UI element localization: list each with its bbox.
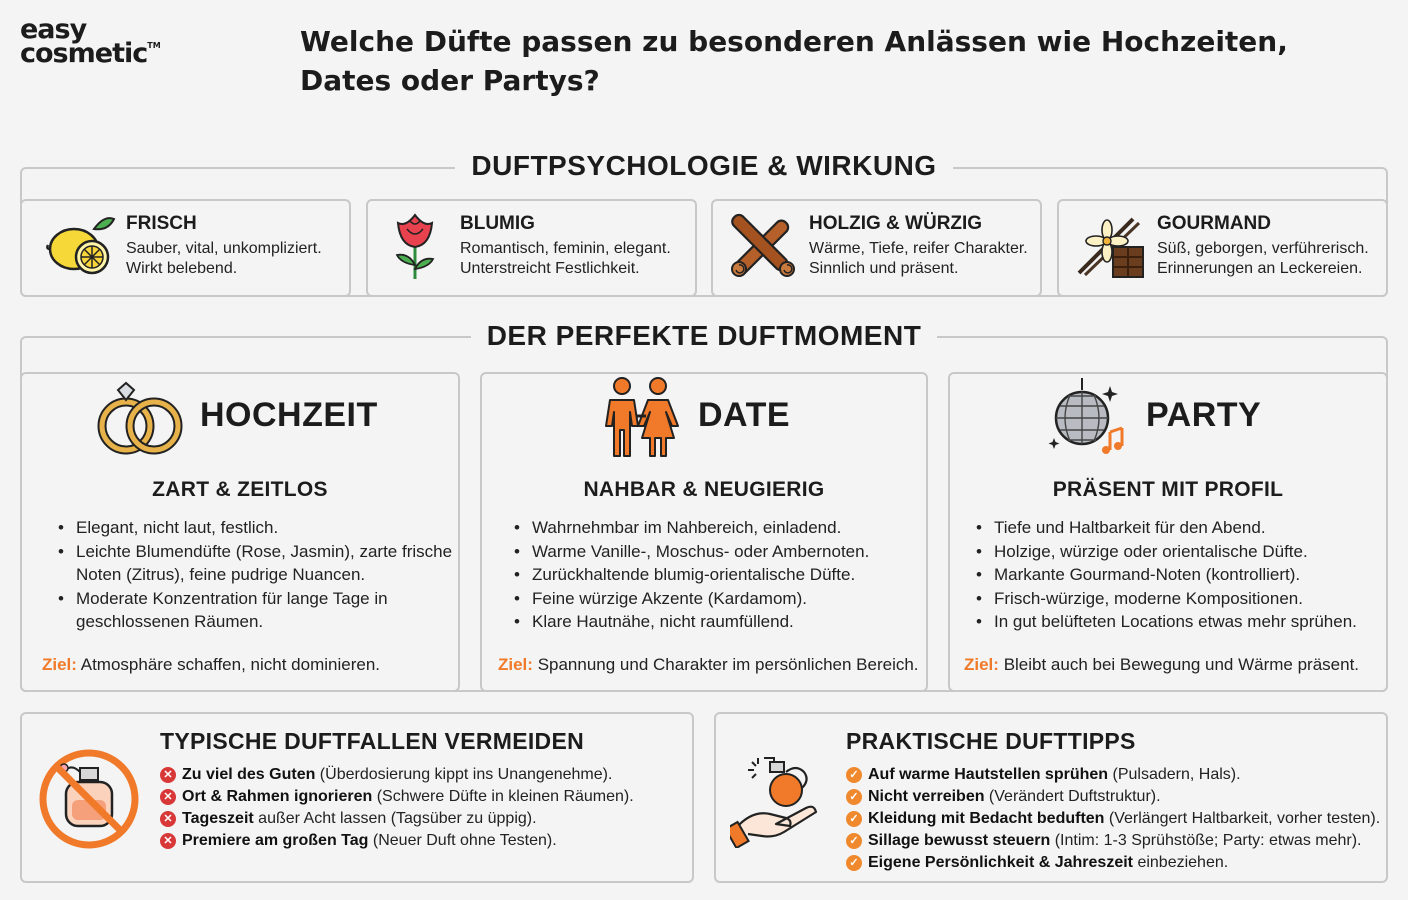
bullet-item: • Leichte Blumendüfte (Rose, Jasmin), zarte frische Noten (Zitrus), feine pudrige Nuancen.	[56, 540, 456, 587]
check-icon: ✓	[846, 833, 862, 849]
traps-title: TYPISCHE DUFTFALLEN VERMEIDEN	[160, 728, 585, 754]
scent-card-holzig	[711, 199, 1042, 297]
card-description: Süß, geborgen, verführerisch.	[1157, 240, 1369, 257]
check-icon: ✓	[846, 811, 862, 827]
moment-heading: DER PERFEKTE DUFTMOMENT	[0, 320, 1408, 352]
occasion-title: HOCHZEIT	[200, 396, 378, 434]
tips-panel	[714, 712, 1388, 883]
card-description: Wirkt belebend.	[126, 260, 238, 277]
cinnamon-icon	[729, 211, 797, 279]
tip-item: ✓ Auf warme Hautstellen sprühen (Pulsadern, Hals).	[846, 764, 1380, 786]
card-description: Erinnerungen an Leckereien.	[1157, 260, 1363, 277]
lemon-icon	[46, 211, 116, 277]
occasion-card-party	[948, 372, 1388, 692]
rings-icon	[94, 380, 186, 456]
occasion-subtitle: ZART & ZEITLOS	[152, 478, 328, 501]
traps-list	[160, 764, 634, 852]
card-title: FRISCH	[126, 213, 197, 234]
bullet-item: • In gut belüfteten Locations etwas mehr sprühen.	[974, 610, 1384, 634]
bullet-item: • Elegant, nicht laut, festlich.	[56, 516, 456, 540]
vanilla-chocolate-icon	[1073, 209, 1149, 281]
couple-icon	[600, 376, 680, 460]
check-icon: ✓	[846, 767, 862, 783]
error-icon: ✕	[160, 789, 176, 805]
bullet-item: • Holzige, würzige oder orientalische Düfte.	[974, 540, 1384, 564]
bullet-item: • Wahrnehmbar im Nahbereich, einladend.	[512, 516, 922, 540]
occasion-goal: Ziel: Spannung und Charakter im persönlichen Bereich.	[498, 655, 919, 674]
check-icon: ✓	[846, 789, 862, 805]
occasion-card-date	[480, 372, 928, 692]
card-description: Romantisch, feminin, elegant.	[460, 240, 671, 257]
error-icon: ✕	[160, 811, 176, 827]
bullet-item: • Warme Vanille-, Moschus- oder Ambernoten.	[512, 540, 922, 564]
tip-item: ✓ Eigene Persönlichkeit & Jahreszeit einbeziehen.	[846, 852, 1380, 874]
bullet-item: • Feine würzige Akzente (Kardamom).	[512, 587, 922, 611]
logo-trademark: TM	[147, 41, 161, 51]
card-title: BLUMIG	[460, 213, 535, 234]
occasion-subtitle: PRÄSENT MIT PROFIL	[1052, 478, 1284, 501]
page-title: Welche Düfte passen zu besonderen Anlässen wie Hochzeiten, Dates oder Partys?	[300, 25, 1288, 97]
trap-item: ✕ Zu viel des Guten (Überdosierung kippt ins Unangenehme).	[160, 764, 634, 786]
card-description: Wärme, Tiefe, reifer Charakter.	[809, 240, 1028, 257]
bullet-item: • Markante Gourmand-Noten (kontrolliert).	[974, 563, 1384, 587]
logo-line-1: easy	[20, 14, 87, 45]
occasion-subtitle: NAHBAR & NEUGIERIG	[583, 478, 825, 501]
card-description: Unterstreicht Festlichkeit.	[460, 260, 640, 277]
card-description: Sinnlich und präsent.	[809, 260, 959, 277]
hand-spray-icon	[730, 752, 830, 848]
occasion-goal: Ziel: Bleibt auch bei Bewegung und Wärme präsent.	[964, 655, 1360, 674]
bullet-item: • Zurückhaltende blumig-orientalische Düfte.	[512, 563, 922, 587]
bullet-item: • Moderate Konzentration für lange Tage in geschlossenen Räumen.	[56, 587, 456, 634]
logo-line-2: cosmetic™	[20, 38, 161, 70]
trap-item: ✕ Ort & Rahmen ignorieren (Schwere Düfte in kleinen Räumen).	[160, 786, 634, 808]
tip-item: ✓ Sillage bewusst steuern (Intim: 1-3 Sprühstöße; Party: etwas mehr).	[846, 830, 1380, 852]
bullet-item: • Klare Hautnähe, nicht raumfüllend.	[512, 610, 922, 634]
scent-card-frisch	[20, 199, 351, 297]
occasion-bullets	[56, 516, 456, 634]
bullet-item: • Frisch-würzige, moderne Kompositionen.	[974, 587, 1384, 611]
scent-card-blumig	[366, 199, 697, 297]
tips-title: PRAKTISCHE DUFTTIPPS	[846, 728, 1136, 754]
traps-panel	[20, 712, 694, 883]
occasion-card-hochzeit	[20, 372, 460, 692]
bullet-item: • Tiefe und Haltbarkeit für den Abend.	[974, 516, 1384, 540]
disco-ball-icon	[1048, 376, 1130, 460]
scent-card-gourmand	[1057, 199, 1388, 297]
no-perfume-icon	[38, 748, 140, 850]
check-icon: ✓	[846, 855, 862, 871]
trap-item: ✕ Tageszeit außer Acht lassen (Tagsüber zu üppig).	[160, 808, 634, 830]
tips-list	[846, 764, 1380, 874]
occasion-bullets	[974, 516, 1384, 634]
occasion-goal: Ziel: Atmosphäre schaffen, nicht dominieren.	[42, 655, 380, 674]
card-title: HOLZIG & WÜRZIG	[809, 213, 983, 234]
error-icon: ✕	[160, 767, 176, 783]
tip-item: ✓ Kleidung mit Bedacht beduften (Verlängert Haltbarkeit, vorher testen).	[846, 808, 1380, 830]
card-title: GOURMAND	[1157, 213, 1271, 234]
psychology-heading: DUFTPSYCHOLOGIE & WIRKUNG	[0, 150, 1408, 182]
occasion-title: DATE	[698, 396, 791, 434]
tip-item: ✓ Nicht verreiben (Verändert Duftstruktur).	[846, 786, 1380, 808]
rose-icon	[390, 209, 440, 281]
occasion-bullets	[512, 516, 922, 634]
card-description: Sauber, vital, unkompliziert.	[126, 240, 322, 257]
brand-logo	[20, 14, 180, 70]
trap-item: ✕ Premiere am großen Tag (Neuer Duft ohne Testen).	[160, 830, 634, 852]
occasion-title: PARTY	[1146, 396, 1262, 434]
error-icon: ✕	[160, 833, 176, 849]
